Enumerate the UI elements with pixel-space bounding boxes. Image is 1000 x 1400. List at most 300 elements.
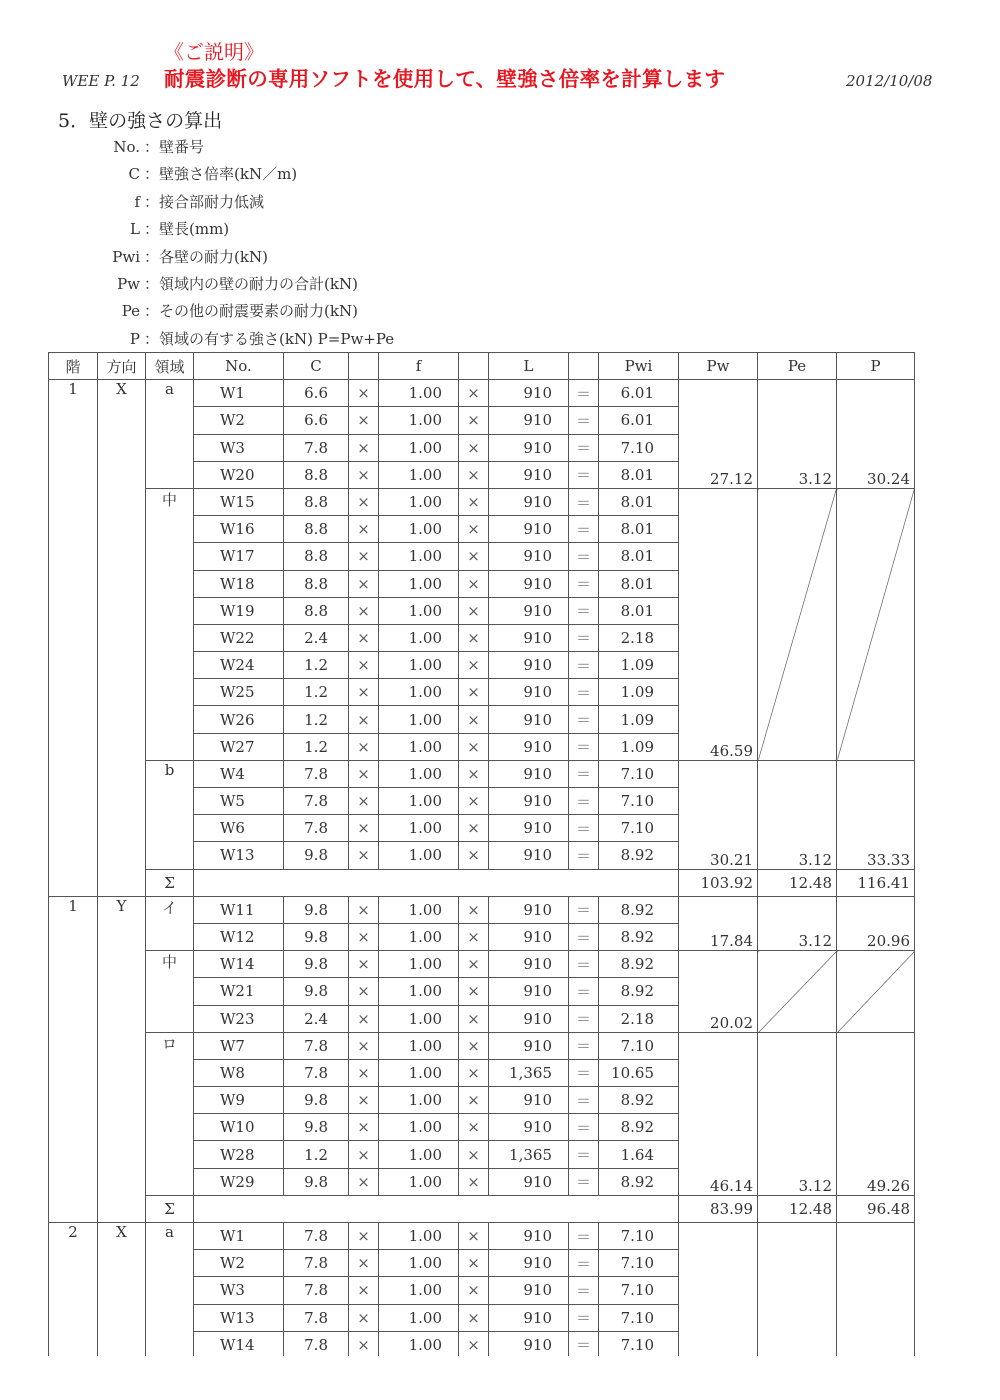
- times-sign: ×: [349, 679, 379, 706]
- table-row: [49, 760, 915, 787]
- l-value: 1,365: [489, 1141, 569, 1168]
- l-value: 910: [489, 978, 569, 1005]
- l-value: 910: [489, 951, 569, 978]
- times-sign: ×: [459, 652, 489, 679]
- times-sign: ×: [459, 896, 489, 923]
- times-sign: ×: [349, 1114, 379, 1141]
- pwi-value: 7.10: [599, 760, 679, 787]
- f-value: 1.00: [379, 434, 459, 461]
- l-value: 910: [489, 1277, 569, 1304]
- times-sign: ×: [349, 842, 379, 869]
- legend-desc: ：領域内の壁の耐力の合計(kN): [144, 274, 358, 293]
- pe-value: 3.12: [758, 896, 837, 950]
- c-value: 2.4: [284, 1005, 349, 1032]
- c-value: 7.8: [284, 815, 349, 842]
- l-value: 910: [489, 434, 569, 461]
- zone-cell: b: [146, 760, 194, 869]
- floor-cell: 2: [49, 1223, 98, 1359]
- equals-sign: ＝: [569, 679, 599, 706]
- c-value: 7.8: [284, 1032, 349, 1059]
- pw-value: 30.21: [679, 760, 758, 869]
- times-sign: ×: [349, 1331, 379, 1358]
- c-value: 8.8: [284, 543, 349, 570]
- wall-strength-table: [48, 352, 915, 1359]
- f-value: 1.00: [379, 380, 459, 407]
- l-value: 910: [489, 1032, 569, 1059]
- legend-desc: ：その他の耐震要素の耐力(kN): [144, 302, 358, 321]
- pe-value: 3.12: [758, 760, 837, 869]
- c-value: 9.8: [284, 923, 349, 950]
- legend-key: L: [130, 220, 140, 239]
- f-value: 1.00: [379, 1032, 459, 1059]
- f-value: 1.00: [379, 1168, 459, 1195]
- legend-item: [90, 216, 394, 243]
- l-value: 910: [489, 1223, 569, 1250]
- f-value: 1.00: [379, 488, 459, 515]
- pwi-value: 8.01: [599, 543, 679, 570]
- equals-sign: ＝: [569, 978, 599, 1005]
- floor-cell: 1: [49, 380, 98, 897]
- equals-sign: ＝: [569, 380, 599, 407]
- equals-sign: ＝: [569, 1087, 599, 1114]
- times-sign: ×: [459, 733, 489, 760]
- sum-row: [49, 1195, 915, 1222]
- c-value: 1.2: [284, 1141, 349, 1168]
- wall-no: W14: [194, 1331, 284, 1358]
- c-value: 7.8: [284, 1331, 349, 1358]
- times-sign: ×: [349, 815, 379, 842]
- c-value: 6.6: [284, 380, 349, 407]
- equals-sign: ＝: [569, 543, 599, 570]
- legend-item: [90, 189, 394, 216]
- pwi-value: 2.18: [599, 624, 679, 651]
- pwi-value: 8.92: [599, 1114, 679, 1141]
- times-sign: ×: [349, 1032, 379, 1059]
- header-dir: 方向: [98, 353, 146, 380]
- wall-no: W24: [194, 652, 284, 679]
- times-sign: ×: [349, 516, 379, 543]
- header-l: L: [489, 353, 569, 380]
- pwi-value: 7.10: [599, 1250, 679, 1277]
- pe-empty-slash: [758, 488, 837, 760]
- l-value: 910: [489, 842, 569, 869]
- times-sign: ×: [349, 380, 379, 407]
- equals-sign: ＝: [569, 516, 599, 543]
- c-value: 1.2: [284, 706, 349, 733]
- equals-sign: ＝: [569, 760, 599, 787]
- zone-cell: イ: [146, 896, 194, 950]
- l-value: 910: [489, 597, 569, 624]
- f-value: 1.00: [379, 624, 459, 651]
- l-value: 910: [489, 652, 569, 679]
- equals-sign: ＝: [569, 434, 599, 461]
- legend-item: [90, 134, 394, 161]
- equals-sign: ＝: [569, 407, 599, 434]
- c-value: 9.8: [284, 951, 349, 978]
- l-value: 910: [489, 1114, 569, 1141]
- l-value: 910: [489, 1005, 569, 1032]
- f-value: 1.00: [379, 1087, 459, 1114]
- f-value: 1.00: [379, 1223, 459, 1250]
- pwi-value: 8.01: [599, 597, 679, 624]
- c-value: 7.8: [284, 760, 349, 787]
- zone-cell: a: [146, 380, 194, 489]
- page-label: WEE P. 12: [62, 72, 140, 90]
- header-pw: Pw: [679, 353, 758, 380]
- wall-no: W12: [194, 923, 284, 950]
- header-f: f: [379, 353, 459, 380]
- sum-pw: 83.99: [679, 1195, 758, 1222]
- page-date: 2012/10/08: [846, 72, 933, 90]
- c-value: 2.4: [284, 624, 349, 651]
- f-value: 1.00: [379, 407, 459, 434]
- note-body: 耐震診断の専用ソフトを使用して、壁強さ倍率を計算します: [164, 67, 726, 91]
- legend-desc: ：領域の有する強さ(kN) P=Pw+Pe: [144, 329, 395, 348]
- c-value: 8.8: [284, 488, 349, 515]
- pwi-value: 7.10: [599, 1304, 679, 1331]
- pw-value: 46.59: [679, 488, 758, 760]
- section-title: 5．壁の強さの算出: [58, 110, 223, 132]
- c-value: 7.8: [284, 1223, 349, 1250]
- times-sign: ×: [459, 923, 489, 950]
- times-sign: ×: [459, 1005, 489, 1032]
- legend-desc: ：各壁の耐力(kN): [144, 247, 268, 266]
- l-value: 1,365: [489, 1059, 569, 1086]
- times-sign: ×: [349, 760, 379, 787]
- equals-sign: ＝: [569, 652, 599, 679]
- sum-pe: 12.48: [758, 1195, 837, 1222]
- p-empty-slash: [837, 951, 915, 1033]
- f-value: 1.00: [379, 896, 459, 923]
- times-sign: ×: [459, 461, 489, 488]
- pwi-value: 1.09: [599, 679, 679, 706]
- sum-blank: [194, 869, 679, 896]
- wall-no: W15: [194, 488, 284, 515]
- pwi-value: 7.10: [599, 1331, 679, 1358]
- f-value: 1.00: [379, 461, 459, 488]
- wall-no: W25: [194, 679, 284, 706]
- times-sign: ×: [459, 1087, 489, 1114]
- pwi-value: 7.10: [599, 1032, 679, 1059]
- f-value: 1.00: [379, 543, 459, 570]
- wall-no: W13: [194, 842, 284, 869]
- legend-desc: ：壁長(mm): [144, 220, 230, 239]
- times-sign: ×: [349, 978, 379, 1005]
- equals-sign: ＝: [569, 597, 599, 624]
- wall-no: W7: [194, 1032, 284, 1059]
- floor-cell: 1: [49, 896, 98, 1222]
- zone-cell: ロ: [146, 1032, 194, 1195]
- header-pwi: Pwi: [599, 353, 679, 380]
- legend-key: P: [129, 329, 140, 348]
- times-sign: ×: [349, 706, 379, 733]
- pwi-value: 8.92: [599, 1087, 679, 1114]
- times-sign: ×: [459, 1059, 489, 1086]
- table-row: [49, 896, 915, 923]
- equals-sign: ＝: [569, 1114, 599, 1141]
- equals-sign: ＝: [569, 1277, 599, 1304]
- times-sign: ×: [349, 570, 379, 597]
- legend-key: Pe: [121, 302, 140, 321]
- wall-no: W13: [194, 1304, 284, 1331]
- wall-no: W17: [194, 543, 284, 570]
- f-value: 1.00: [379, 1141, 459, 1168]
- legend-desc: ：接合部耐力低減: [144, 192, 265, 211]
- times-sign: ×: [349, 624, 379, 651]
- sum-pw: 103.92: [679, 869, 758, 896]
- c-value: 8.8: [284, 516, 349, 543]
- p-empty-slash: [837, 488, 915, 760]
- legend: [90, 134, 394, 353]
- l-value: 910: [489, 380, 569, 407]
- l-value: 910: [489, 923, 569, 950]
- wall-no: W11: [194, 896, 284, 923]
- header-zone: 領域: [146, 353, 194, 380]
- legend-desc: ：壁強さ倍率(kN／m): [144, 165, 298, 184]
- pwi-value: 1.09: [599, 733, 679, 760]
- times-sign: ×: [459, 1304, 489, 1331]
- pw-value: 17.84: [679, 896, 758, 950]
- equals-sign: ＝: [569, 1250, 599, 1277]
- sum-pe: 12.48: [758, 869, 837, 896]
- equals-sign: ＝: [569, 706, 599, 733]
- wall-no: W8: [194, 1059, 284, 1086]
- wall-no: W1: [194, 380, 284, 407]
- f-value: 1.00: [379, 815, 459, 842]
- dir-cell: Y: [98, 896, 146, 1222]
- f-value: 1.00: [379, 1304, 459, 1331]
- wall-no: W3: [194, 434, 284, 461]
- sum-row: [49, 869, 915, 896]
- times-sign: ×: [349, 1005, 379, 1032]
- times-sign: ×: [349, 652, 379, 679]
- legend-key: f: [134, 192, 140, 211]
- c-value: 7.8: [284, 1250, 349, 1277]
- pe-value: 3.12: [758, 1032, 837, 1195]
- sigma-cell: Σ: [146, 1195, 194, 1222]
- pw-value: 27.12: [679, 380, 758, 489]
- p-value: 49.26: [837, 1032, 915, 1195]
- table-row: [49, 488, 915, 515]
- times-sign: ×: [459, 1277, 489, 1304]
- times-sign: ×: [459, 951, 489, 978]
- f-value: 1.00: [379, 842, 459, 869]
- wall-no: W9: [194, 1087, 284, 1114]
- times-sign: ×: [349, 733, 379, 760]
- c-value: 9.8: [284, 842, 349, 869]
- times-sign: ×: [349, 1250, 379, 1277]
- legend-item: [90, 244, 394, 271]
- legend-item: [90, 271, 394, 298]
- pwi-value: 6.01: [599, 380, 679, 407]
- zone-cell: 中: [146, 488, 194, 760]
- l-value: 910: [489, 624, 569, 651]
- sum-p: 116.41: [837, 869, 915, 896]
- wall-no: W1: [194, 1223, 284, 1250]
- pwi-value: 8.01: [599, 516, 679, 543]
- equals-sign: ＝: [569, 1005, 599, 1032]
- pwi-value: 8.92: [599, 896, 679, 923]
- wall-no: W18: [194, 570, 284, 597]
- page-cutoff: [0, 1356, 1000, 1400]
- times-sign: ×: [459, 706, 489, 733]
- times-sign: ×: [349, 407, 379, 434]
- zone-cell: 中: [146, 951, 194, 1033]
- c-value: 7.8: [284, 434, 349, 461]
- pw-value: 20.02: [679, 951, 758, 1033]
- c-value: 7.8: [284, 1277, 349, 1304]
- wall-no: W14: [194, 951, 284, 978]
- table-row: [49, 380, 915, 407]
- pwi-value: 1.09: [599, 706, 679, 733]
- c-value: 1.2: [284, 733, 349, 760]
- header-p: P: [837, 353, 915, 380]
- c-value: 7.8: [284, 788, 349, 815]
- c-value: 7.8: [284, 1304, 349, 1331]
- wall-no: W5: [194, 788, 284, 815]
- f-value: 1.00: [379, 1059, 459, 1086]
- equals-sign: ＝: [569, 1141, 599, 1168]
- times-sign: ×: [459, 407, 489, 434]
- times-sign: ×: [459, 788, 489, 815]
- header-floor: 階: [49, 353, 98, 380]
- legend-item: [90, 161, 394, 188]
- pwi-value: 7.10: [599, 1277, 679, 1304]
- times-sign: ×: [349, 1277, 379, 1304]
- pwi-value: 1.09: [599, 652, 679, 679]
- c-value: 6.6: [284, 407, 349, 434]
- times-sign: ×: [459, 815, 489, 842]
- times-sign: ×: [349, 434, 379, 461]
- wall-no: W2: [194, 407, 284, 434]
- l-value: 910: [489, 815, 569, 842]
- times-sign: ×: [459, 543, 489, 570]
- f-value: 1.00: [379, 706, 459, 733]
- note-title: 《ご説明》: [164, 40, 264, 64]
- l-value: 910: [489, 1168, 569, 1195]
- l-value: 910: [489, 733, 569, 760]
- l-value: 910: [489, 679, 569, 706]
- table-row: [49, 1223, 915, 1250]
- equals-sign: ＝: [569, 788, 599, 815]
- f-value: 1.00: [379, 978, 459, 1005]
- c-value: 9.8: [284, 978, 349, 1005]
- legend-key: C: [128, 165, 140, 184]
- l-value: 910: [489, 543, 569, 570]
- l-value: 910: [489, 461, 569, 488]
- equals-sign: ＝: [569, 1168, 599, 1195]
- wall-no: W28: [194, 1141, 284, 1168]
- pwi-value: 8.92: [599, 923, 679, 950]
- f-value: 1.00: [379, 652, 459, 679]
- wall-no: W4: [194, 760, 284, 787]
- times-sign: ×: [459, 1141, 489, 1168]
- wall-no: W3: [194, 1277, 284, 1304]
- times-sign: ×: [459, 1250, 489, 1277]
- times-sign: ×: [459, 624, 489, 651]
- legend-item: [90, 326, 394, 353]
- wall-no: W10: [194, 1114, 284, 1141]
- f-value: 1.00: [379, 679, 459, 706]
- wall-no: W20: [194, 461, 284, 488]
- f-value: 1.00: [379, 1250, 459, 1277]
- header-pe: Pe: [758, 353, 837, 380]
- equals-sign: ＝: [569, 1304, 599, 1331]
- l-value: 910: [489, 1331, 569, 1358]
- p-value: 30.24: [837, 380, 915, 489]
- equals-sign: ＝: [569, 951, 599, 978]
- pwi-value: 8.92: [599, 842, 679, 869]
- times-sign: ×: [349, 788, 379, 815]
- c-value: 1.2: [284, 679, 349, 706]
- equals-sign: ＝: [569, 923, 599, 950]
- times-sign: ×: [349, 597, 379, 624]
- equals-sign: ＝: [569, 1223, 599, 1250]
- times-sign: ×: [459, 1331, 489, 1358]
- l-value: 910: [489, 488, 569, 515]
- times-sign: ×: [349, 1304, 379, 1331]
- header-op1: [349, 353, 379, 380]
- equals-sign: ＝: [569, 570, 599, 597]
- p-value: 20.96: [837, 896, 915, 950]
- times-sign: ×: [349, 1087, 379, 1114]
- times-sign: ×: [459, 1168, 489, 1195]
- l-value: 910: [489, 788, 569, 815]
- l-value: 910: [489, 570, 569, 597]
- equals-sign: ＝: [569, 815, 599, 842]
- header-op3: [569, 353, 599, 380]
- pwi-value: 8.01: [599, 488, 679, 515]
- dir-cell: X: [98, 380, 146, 897]
- wall-no: W26: [194, 706, 284, 733]
- pwi-value: 7.10: [599, 815, 679, 842]
- c-value: 1.2: [284, 652, 349, 679]
- times-sign: ×: [459, 488, 489, 515]
- c-value: 9.8: [284, 1087, 349, 1114]
- p-value: 33.33: [837, 760, 915, 869]
- c-value: 8.8: [284, 570, 349, 597]
- legend-desc: ：壁番号: [144, 138, 205, 156]
- times-sign: ×: [459, 1114, 489, 1141]
- sigma-cell: Σ: [146, 869, 194, 896]
- equals-sign: ＝: [569, 1331, 599, 1358]
- times-sign: ×: [349, 923, 379, 950]
- f-value: 1.00: [379, 923, 459, 950]
- equals-sign: ＝: [569, 1059, 599, 1086]
- pwi-value: 8.01: [599, 461, 679, 488]
- l-value: 910: [489, 1304, 569, 1331]
- equals-sign: ＝: [569, 1032, 599, 1059]
- dir-cell: X: [98, 1223, 146, 1359]
- equals-sign: ＝: [569, 733, 599, 760]
- wall-no: W29: [194, 1168, 284, 1195]
- header-row: [49, 353, 915, 380]
- legend-key: Pwi: [112, 247, 140, 266]
- pwi-value: 8.92: [599, 1168, 679, 1195]
- wall-no: W23: [194, 1005, 284, 1032]
- table-row: [49, 1032, 915, 1059]
- wall-no: W6: [194, 815, 284, 842]
- pw-value: [679, 1223, 758, 1359]
- wall-no: W22: [194, 624, 284, 651]
- pwi-value: 7.10: [599, 1223, 679, 1250]
- legend-key: No.: [113, 138, 140, 156]
- times-sign: ×: [349, 896, 379, 923]
- times-sign: ×: [459, 1032, 489, 1059]
- legend-key: Pw: [117, 274, 140, 293]
- pwi-value: 2.18: [599, 1005, 679, 1032]
- header-c: C: [284, 353, 349, 380]
